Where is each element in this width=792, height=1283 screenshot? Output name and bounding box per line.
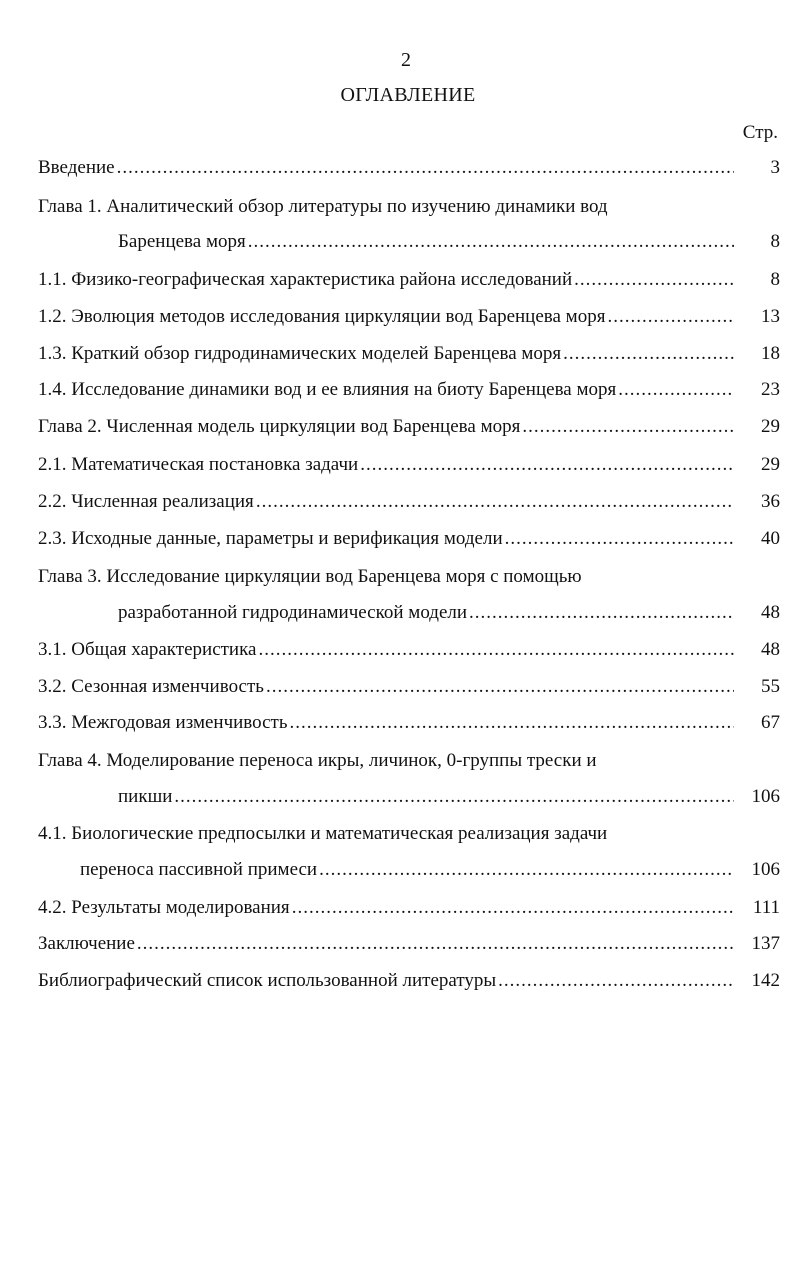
toc-entry-page: 40	[761, 528, 780, 549]
toc-entry-2-3	[38, 526, 780, 552]
toc-entry-title: 2.2. Численная реализация	[38, 491, 254, 512]
toc-dot-leader	[319, 857, 734, 883]
toc-dot-leader	[256, 489, 734, 515]
toc-entry-1-2	[38, 304, 780, 330]
toc-chapter-2	[38, 414, 780, 440]
toc-entry-page: 55	[761, 676, 780, 697]
toc-entry-title: 1.3. Краткий обзор гидродинамических моделей Баренцева моря	[38, 343, 562, 364]
toc-dot-leader	[174, 784, 734, 810]
toc-entry-title: 2.1. Математическая постановка задачи	[38, 454, 359, 475]
toc-dot-leader	[290, 710, 734, 736]
toc-entry-page: 29	[761, 416, 780, 437]
toc-chapter-4-entry	[118, 784, 780, 810]
toc-entry-title: переноса пассивной примеси	[80, 859, 318, 880]
toc-dot-leader	[258, 637, 734, 663]
toc-dot-leader	[574, 267, 734, 293]
toc-entry-4-1	[80, 857, 780, 883]
toc-entry-page: 106	[751, 859, 780, 880]
toc-entry-title: Глава 2. Численная модель циркуляции вод Баренцева моря	[38, 416, 521, 437]
toc-dot-leader	[607, 304, 734, 330]
page-number: 2	[401, 49, 411, 71]
toc-entry-page: 67	[761, 712, 780, 733]
toc-entry-page: 23	[761, 379, 780, 400]
toc-entry-introduction	[38, 155, 780, 181]
toc-dot-leader	[292, 895, 734, 921]
toc-entry-page: 29	[761, 454, 780, 475]
toc-entry-title: Баренцева моря	[118, 231, 246, 252]
toc-entry-title: 3.2. Сезонная изменчивость	[38, 676, 264, 697]
toc-dot-leader	[137, 931, 734, 957]
toc-entry-page: 3	[770, 157, 780, 178]
toc-dot-leader	[469, 600, 734, 626]
toc-dot-leader	[498, 968, 734, 994]
toc-entry-page: 142	[751, 970, 780, 991]
toc-title: ОГЛАВЛЕНИЕ	[340, 84, 476, 106]
toc-chapter-1-entry	[118, 229, 780, 255]
toc-chapter-3-entry	[118, 600, 780, 626]
toc-chapter-1-heading: Глава 1. Аналитический обзор литературы по изучению динамики вод	[38, 196, 608, 217]
toc-entry-page: 8	[770, 269, 780, 290]
toc-entry-3-3	[38, 710, 780, 736]
toc-entry-2-2	[38, 489, 780, 515]
toc-dot-leader	[117, 155, 734, 181]
toc-entry-3-2	[38, 674, 780, 700]
toc-entry-page: 36	[761, 491, 780, 512]
toc-entry-page: 48	[761, 639, 780, 660]
toc-entry-1-1	[38, 267, 780, 293]
toc-entry-title: разработанной гидродинамической модели	[118, 602, 468, 623]
toc-entry-page: 48	[761, 602, 780, 623]
toc-dot-leader	[360, 452, 734, 478]
toc-entry-4-1-heading: 4.1. Биологические предпосылки и математическая реализация задачи	[38, 823, 608, 844]
toc-entry-4-2	[38, 895, 780, 921]
toc-entry-2-1	[38, 452, 780, 478]
toc-entry-title: 1.1. Физико-географическая характеристика района исследований	[38, 269, 573, 290]
toc-entry-page: 18	[761, 343, 780, 364]
toc-entry-title: 1.2. Эволюция методов исследования циркуляции вод Баренцева моря	[38, 306, 606, 327]
page-column-label: Стр.	[742, 122, 778, 143]
toc-entry-page: 111	[752, 897, 780, 918]
toc-entry-title: Заключение	[38, 933, 135, 954]
toc-entry-page: 13	[761, 306, 780, 327]
toc-entry-title: пикши	[118, 786, 173, 807]
toc-entry-bibliography	[38, 968, 780, 994]
toc-chapter-3-heading: Глава 3. Исследование циркуляции вод Баренцева моря с помощью	[38, 566, 582, 587]
toc-entry-title: 1.4. Исследование динамики вод и ее влияния на биоту Баренцева моря	[38, 379, 617, 400]
toc-entry-page: 106	[751, 786, 780, 807]
toc-entry-3-1	[38, 637, 780, 663]
toc-entry-title: 4.2. Результаты моделирования	[38, 897, 290, 918]
toc-entry-title: 3.3. Межгодовая изменчивость	[38, 712, 288, 733]
toc-chapter-4-heading: Глава 4. Моделирование переноса икры, личинок, 0-группы трески и	[38, 750, 597, 771]
toc-dot-leader	[522, 414, 734, 440]
toc-entry-title: Библиографический список использованной литературы	[38, 970, 497, 991]
toc-dot-leader	[505, 526, 734, 552]
toc-dot-leader	[248, 229, 734, 255]
toc-entry-1-4	[38, 377, 780, 403]
toc-dot-leader	[266, 674, 734, 700]
toc-entry-title: Введение	[38, 157, 115, 178]
toc-entry-page: 8	[770, 231, 780, 252]
toc-dot-leader	[618, 377, 734, 403]
toc-entry-page: 137	[751, 933, 780, 954]
toc-entry-1-3	[38, 341, 780, 367]
toc-entry-conclusion	[38, 931, 780, 957]
toc-entry-title: 2.3. Исходные данные, параметры и верификация модели	[38, 528, 503, 549]
toc-dot-leader	[563, 341, 734, 367]
toc-entry-title: 3.1. Общая характеристика	[38, 639, 257, 660]
